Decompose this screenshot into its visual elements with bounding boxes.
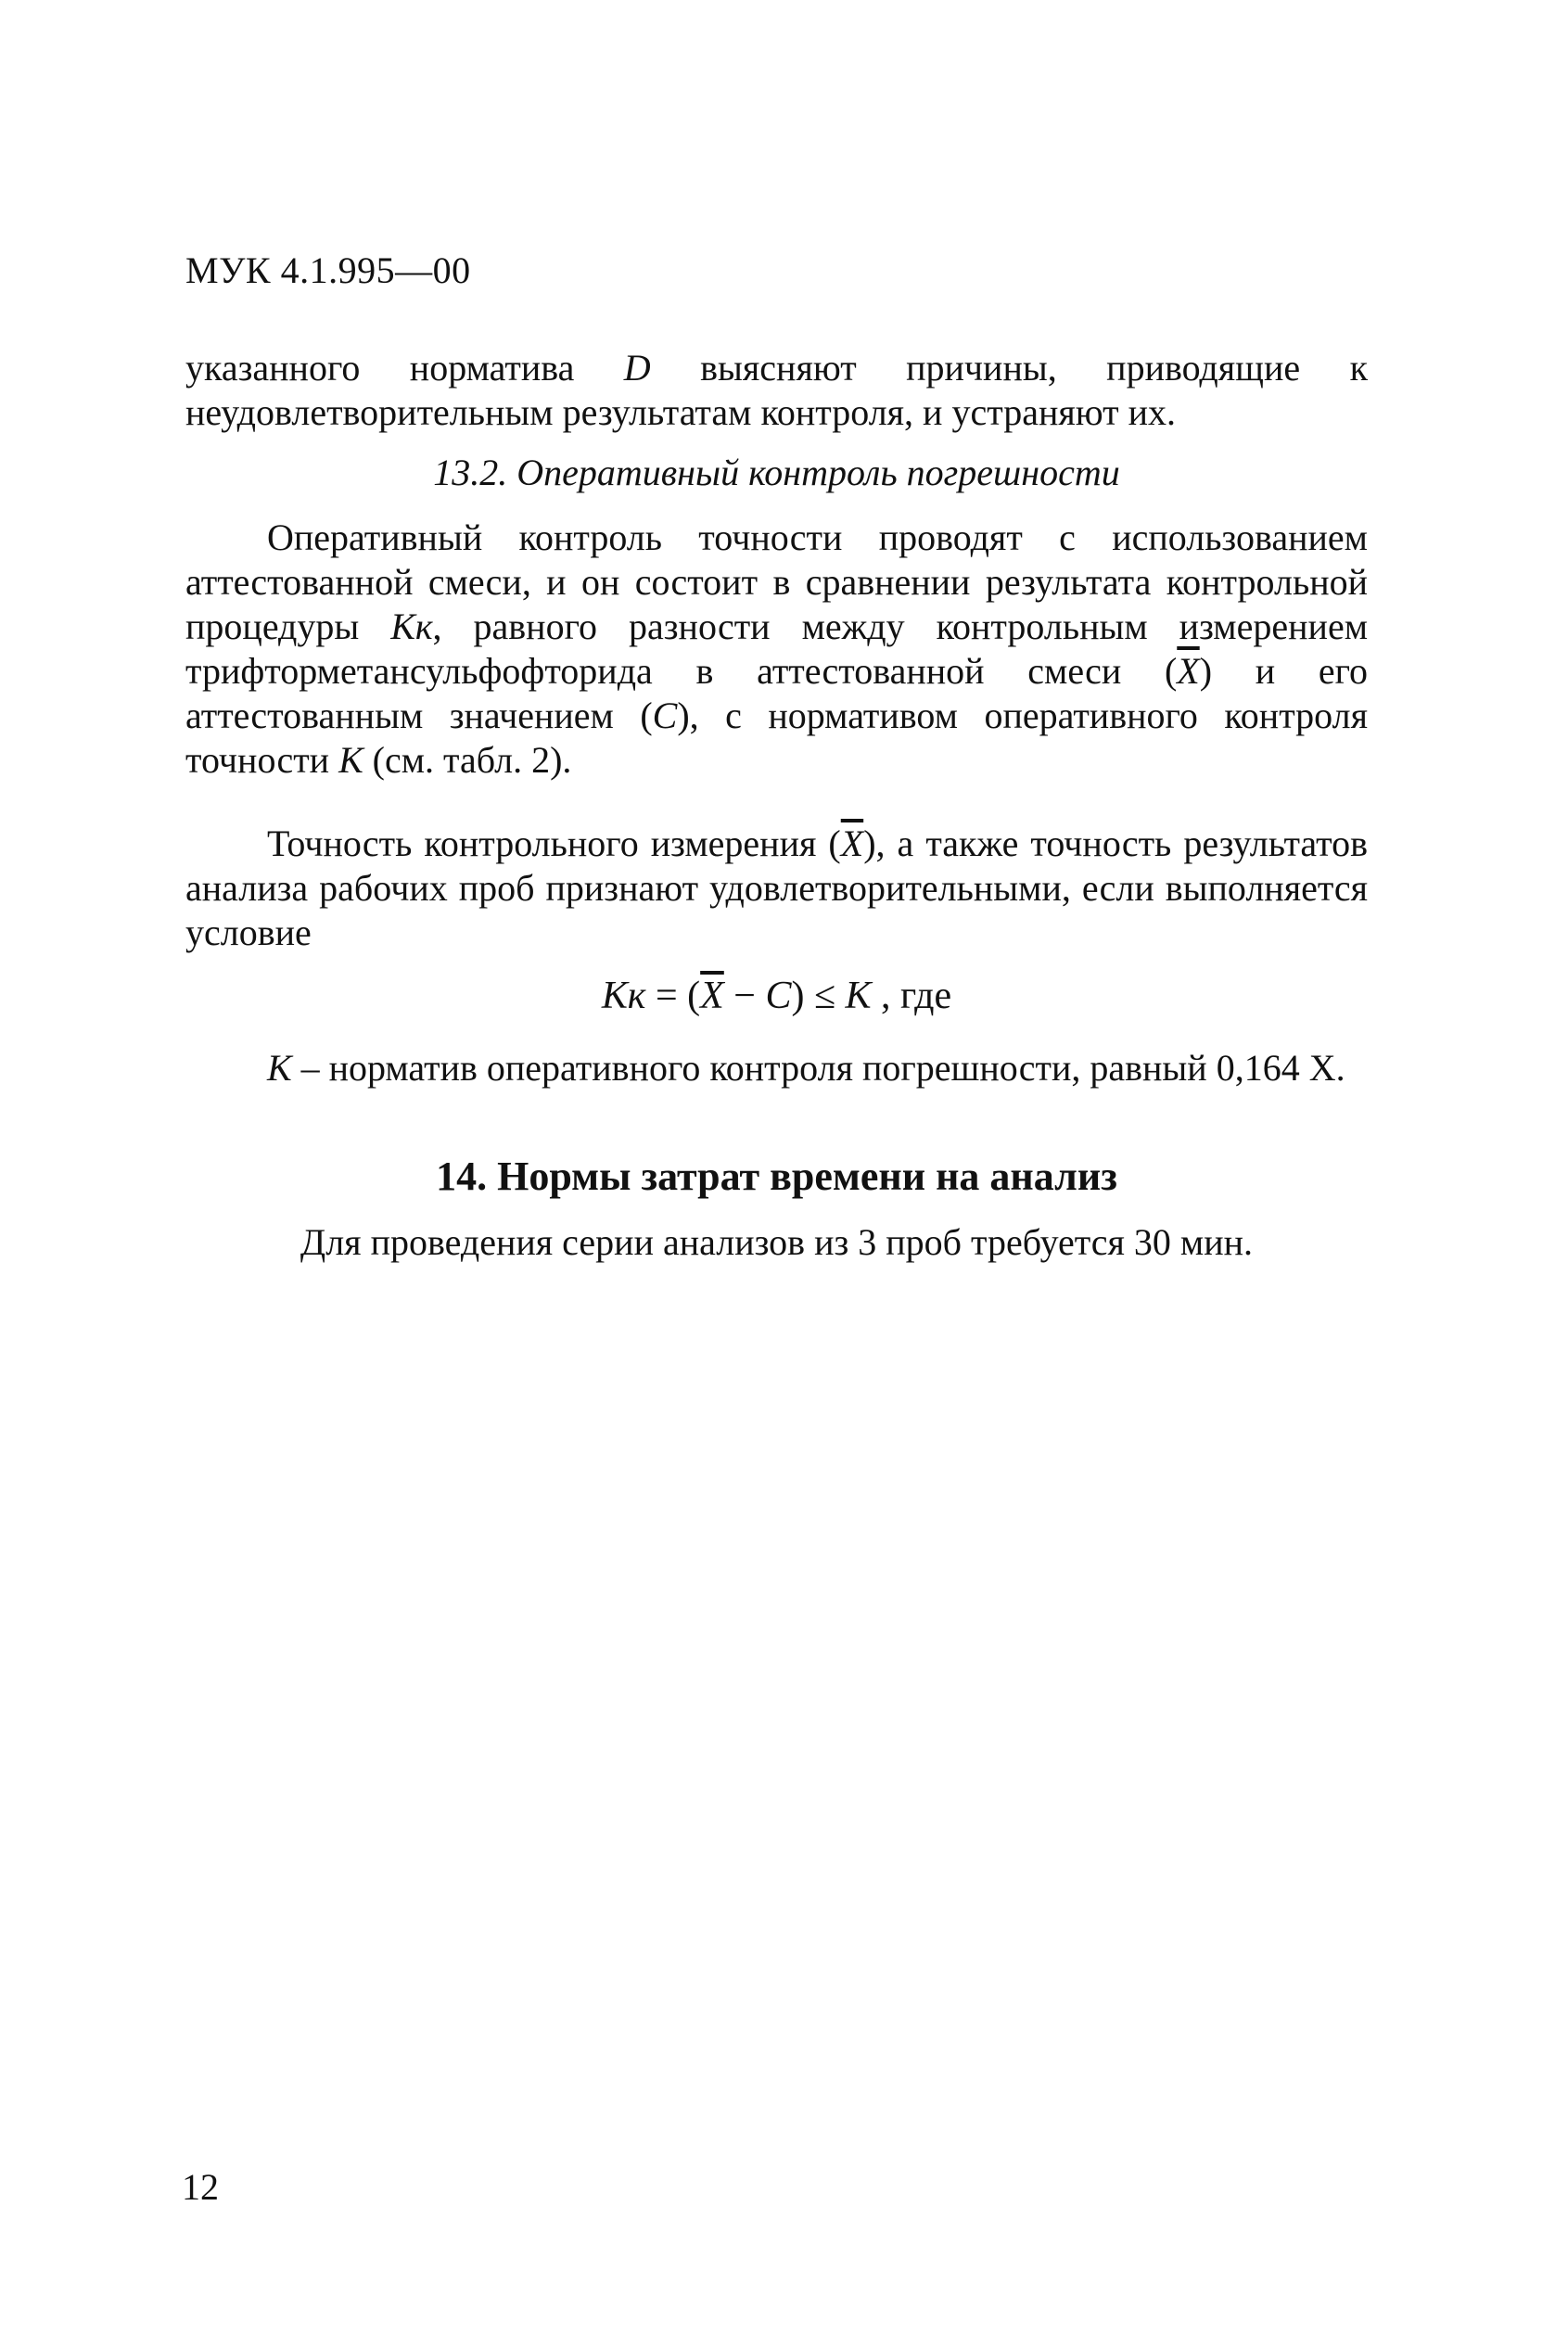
control-formula xyxy=(185,974,1368,1018)
formula-tail: , где xyxy=(871,975,952,1017)
definition-paragraph xyxy=(185,1046,1368,1090)
symbol-c: C xyxy=(652,695,678,736)
accuracy-text-1: Точность контрольного измерения ( xyxy=(267,822,841,864)
formula-k: К xyxy=(845,975,872,1017)
operative-control-paragraph xyxy=(185,516,1368,783)
symbol-k: К xyxy=(338,739,363,781)
intro-text-after: выясняют причины, приводящие к неудовлетворительным результатам контроля, и устраняют их. xyxy=(185,347,1369,433)
formula-kk: Кк xyxy=(601,975,646,1017)
formula-minus: − xyxy=(723,975,766,1017)
section-title-14: 14. Нормы затрат времени на анализ xyxy=(436,1154,1117,1199)
formula-c: C xyxy=(765,975,792,1017)
formula-close-le: ) ≤ xyxy=(791,975,846,1017)
subsection-title-13-2: 13.2. Оперативный контроль погрешности xyxy=(433,452,1120,493)
operative-text-3: ) и его аттестованным значением ( xyxy=(185,650,1368,736)
document-code: МУК 4.1.995—00 xyxy=(185,249,471,291)
definition-symbol-k: К xyxy=(267,1047,292,1089)
section-14-body: Для проведения серии анализов из 3 проб требуется 30 мин. xyxy=(300,1221,1254,1263)
page-number: 12 xyxy=(182,2166,219,2208)
formula-x-bar: $\overline{X}$ xyxy=(700,975,724,1017)
symbol-x-bar: $\overline{X}$ xyxy=(1177,650,1200,692)
symbol-kk: Кк xyxy=(390,606,433,647)
accuracy-text-2: ), а также точность результатов анализа рабочих проб признают удовлетворительными, если выполняется условие xyxy=(185,822,1368,953)
formula-eq-open: = ( xyxy=(645,975,701,1017)
definition-text: – норматив оперативного контроля погрешности, равный 0,164 X. xyxy=(291,1047,1345,1089)
intro-text-before: указанного норматива xyxy=(185,347,624,389)
operative-text-5: (см. табл. 2). xyxy=(363,739,572,781)
symbol-d: D xyxy=(623,347,651,389)
operative-text-1: Оперативный контроль точности проводят с использованием аттестованной смеси, и он состоит в сравнении результата контрольной процедуры xyxy=(185,516,1368,647)
intro-paragraph xyxy=(185,346,1368,435)
operative-text-4: ), с нормативом оперативного контроля точности xyxy=(185,695,1368,781)
accuracy-paragraph xyxy=(185,822,1368,955)
operative-text-2: , равного разности между контрольным измерением трифторметансульфофторида в аттестованной смеси ( xyxy=(185,606,1369,692)
symbol-x-bar: $\overline{X}$ xyxy=(840,822,864,864)
